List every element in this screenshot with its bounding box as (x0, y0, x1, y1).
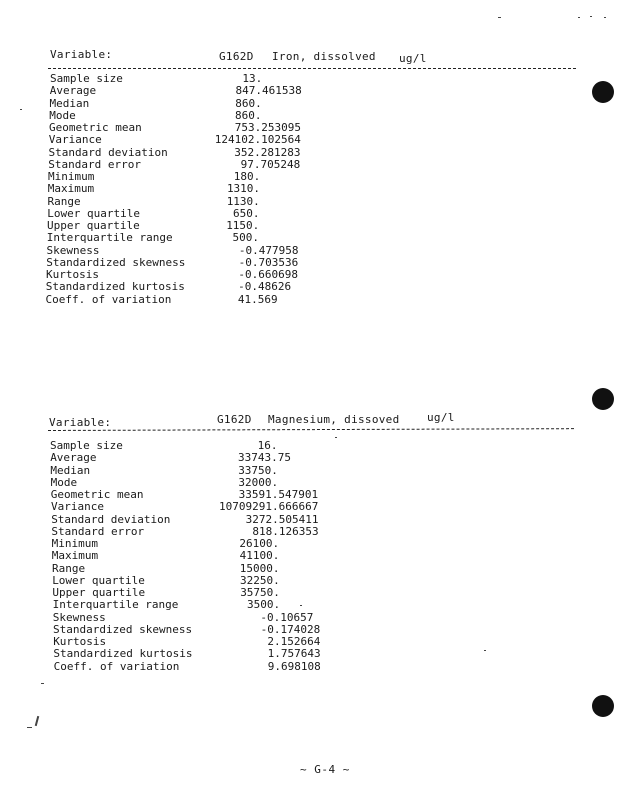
stat-value: 847.461538 (235, 84, 302, 98)
stat-value: 33743.75 (238, 451, 291, 465)
stat-label: Average (49, 84, 97, 98)
stat-row (0, 538, 618, 550)
stat-label: Skewness (52, 610, 106, 624)
stat-label: Range (52, 561, 86, 575)
stat-label: Minimum (48, 170, 95, 183)
stat-label: Variance (51, 500, 104, 514)
scan-speck (498, 17, 501, 18)
stat-row (0, 452, 618, 464)
punch-hole-middle (592, 388, 614, 410)
variable-name: Magnesium, dissoved (268, 413, 400, 426)
stat-value: 16. (257, 439, 278, 452)
stat-label: Mode (49, 108, 76, 122)
stat-value: -0.174028 (260, 622, 321, 636)
stat-value: 352.281283 (234, 145, 301, 159)
stat-value: 33750. (238, 463, 278, 477)
stat-label: Upper quartile (47, 219, 140, 232)
stat-label: Maximum (47, 182, 95, 196)
stat-row (0, 501, 618, 513)
stat-value: 26100. (239, 537, 280, 550)
stat-value: 41100. (239, 549, 280, 563)
stat-label: Sample size (50, 72, 123, 85)
variable-label: Variable: (49, 416, 112, 429)
stat-label: Mode (50, 475, 78, 489)
stat-value: -0.10657 (260, 610, 314, 624)
stat-label: Upper quartile (52, 586, 146, 599)
stat-value: 124102.102564 (214, 133, 301, 147)
stat-value: 32250. (240, 573, 280, 587)
stat-label: Maximum (51, 549, 99, 563)
stat-value: 1.757643 (267, 647, 321, 661)
stat-label: Median (50, 463, 91, 477)
stat-row (0, 514, 618, 526)
stat-label: Standard deviation (48, 145, 168, 159)
stat-label: Median (49, 96, 90, 110)
punch-hole-top (592, 81, 614, 103)
stat-label: Lower quartile (47, 206, 140, 220)
stat-label: Standardized kurtosis (45, 280, 185, 294)
stat-label: Geometric mean (49, 121, 142, 134)
page-number: ~ G-4 ~ (300, 763, 350, 776)
scan-speck (335, 437, 337, 438)
variable-name: Iron, dissolved (272, 50, 376, 63)
stat-value: 3272.505411 (245, 512, 319, 526)
stat-row (0, 563, 618, 575)
stat-label: Standardized skewness (53, 622, 193, 636)
stat-value: 180. (233, 170, 261, 183)
stat-value: 1130. (226, 194, 260, 208)
stat-label: Minimum (51, 537, 98, 550)
stat-label: Standard deviation (51, 512, 171, 526)
scan-speck (484, 650, 486, 651)
stat-value: 3500. (247, 598, 281, 612)
stat-label: Interquartile range (46, 231, 173, 245)
stat-value: 41.569 (237, 292, 278, 306)
scan-speck (300, 605, 302, 606)
stat-label: Coeff. of variation (45, 292, 172, 306)
stat-value: 650. (233, 206, 260, 220)
stat-label: Standardized skewness (46, 255, 186, 269)
variable-unit: ug/l (399, 52, 427, 65)
variable-code: G162D (217, 413, 252, 426)
stat-label: Geometric mean (50, 488, 144, 501)
stat-label: Standardized kurtosis (53, 647, 193, 661)
stat-value: 2.152664 (267, 635, 321, 648)
scan-speck (27, 727, 32, 728)
stat-label: Kurtosis (53, 635, 107, 648)
scan-speck (578, 17, 580, 18)
stat-row (0, 661, 618, 673)
stat-row (0, 550, 618, 562)
stat-value: -0.660698 (238, 268, 298, 281)
variable-unit: ug/l (427, 411, 455, 424)
stat-value: 9.698108 (267, 659, 321, 673)
variable-code: G162D (219, 50, 254, 63)
stat-row (0, 489, 618, 501)
stat-row (0, 440, 618, 452)
scan-speck (41, 683, 44, 684)
stat-value: -0.48626 (238, 280, 292, 294)
stat-row (0, 636, 618, 648)
stat-value: 10709291.666667 (219, 500, 319, 514)
scan-speck (35, 716, 40, 726)
stat-label: Sample size (50, 439, 123, 452)
scan-speck (604, 17, 606, 18)
stat-value: 13. (242, 72, 263, 85)
stat-value: 15000. (239, 561, 280, 575)
stat-row (0, 612, 618, 624)
stat-value: 32000. (238, 475, 279, 489)
stat-value: 1310. (226, 182, 261, 196)
stat-label: Coeff. of variation (53, 659, 180, 673)
stat-label: Range (47, 194, 81, 208)
stat-label: Average (50, 451, 97, 465)
stat-value: 860. (235, 96, 262, 110)
stat-value: 860. (235, 108, 262, 122)
stat-row (0, 465, 618, 477)
stat-value: 500. (232, 231, 260, 245)
stat-row (0, 648, 618, 660)
stat-row (0, 526, 618, 538)
stat-row (0, 624, 618, 636)
stat-row (0, 477, 618, 489)
scan-speck (590, 16, 592, 17)
stat-value: 97.705248 (240, 157, 301, 171)
stat-row (0, 575, 618, 587)
stat-row (0, 599, 618, 611)
stat-value: 33591.547901 (238, 488, 319, 501)
stat-value: 35750. (240, 586, 280, 599)
stat-value: -0.477958 (238, 243, 299, 257)
variable-label: Variable: (50, 48, 113, 61)
stat-label: Standard error (51, 524, 145, 538)
punch-hole-bottom (592, 695, 614, 717)
scan-speck (20, 109, 22, 110)
stat-label: Interquartile range (52, 598, 179, 612)
stat-label: Lower quartile (52, 573, 145, 587)
stat-value: 818.126353 (252, 524, 319, 538)
stat-value: -0.703536 (238, 255, 299, 269)
stat-label: Standard error (48, 157, 141, 171)
stat-value: 1150. (226, 219, 260, 232)
stat-row (0, 587, 618, 599)
header-divider (48, 428, 574, 431)
stat-label: Kurtosis (46, 268, 99, 281)
stat-label: Variance (48, 133, 102, 147)
stat-label: Skewness (46, 243, 100, 257)
stat-value: 753.253095 (234, 121, 302, 134)
